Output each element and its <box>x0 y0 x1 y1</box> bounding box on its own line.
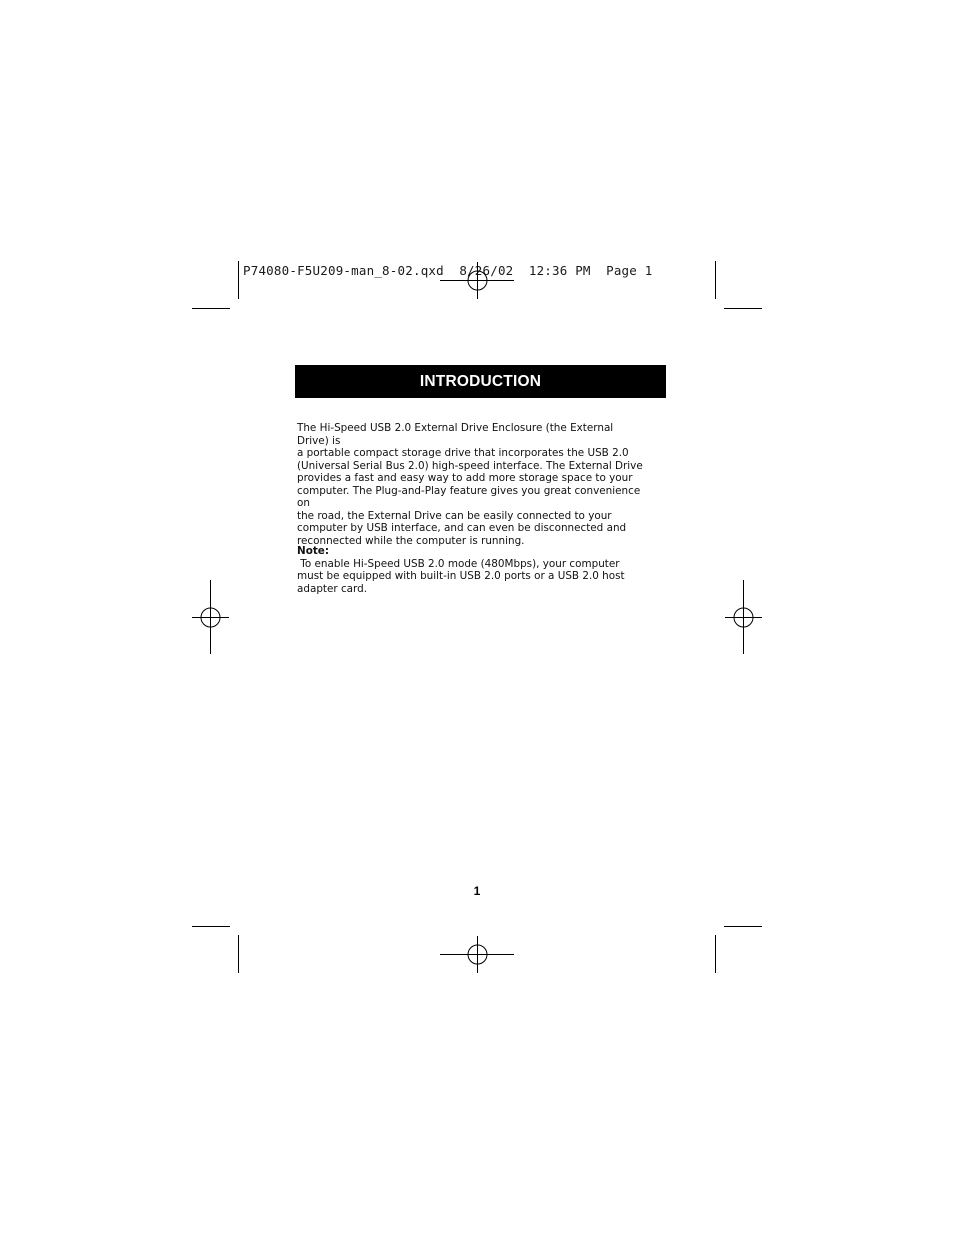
paragraph-line: (Universal Serial Bus 2.0) high-speed interface. The External Drive <box>297 459 643 472</box>
intro-paragraph <box>297 422 647 547</box>
note-line <box>297 545 647 570</box>
registration-mark-left <box>192 580 229 654</box>
registration-mark-right <box>725 580 762 654</box>
section-header-bar <box>295 365 666 398</box>
page-number: 1 <box>473 884 481 898</box>
section-title: INTRODUCTION <box>419 373 542 390</box>
paragraph-line: The Hi-Speed USB 2.0 External Drive Enclosure (the External Drive) is <box>297 422 614 447</box>
note-line: must be equipped with built-in USB 2.0 ports or a USB 2.0 host <box>297 570 625 582</box>
registration-mark-bottom <box>440 936 514 973</box>
note-line: adapter card. <box>297 582 368 595</box>
paragraph-line: computer. The Plug-and-Play feature gives you great convenience on <box>297 484 641 509</box>
registration-mark-top <box>440 262 514 299</box>
paragraph-line: the road, the External Drive can be easily connected to your <box>297 509 612 522</box>
paragraph-line: a portable compact storage drive that incorporates the USB 2.0 <box>297 447 629 459</box>
paragraph-line: provides a fast and easy way to add more storage space to your <box>297 472 633 484</box>
note-text: To enable Hi-Speed USB 2.0 mode (480Mbps), your computer <box>297 557 620 570</box>
note-label: Note: <box>297 545 330 557</box>
paragraph-line: reconnected while the computer is running. <box>297 534 525 547</box>
paragraph-line: computer by USB interface, and can even be disconnected and <box>297 522 627 534</box>
note-paragraph <box>297 545 647 595</box>
print-slug-line: P74080-F5U209-man_8-02.qxd 8/26/02 12:36 PM Page 1 <box>243 263 653 278</box>
